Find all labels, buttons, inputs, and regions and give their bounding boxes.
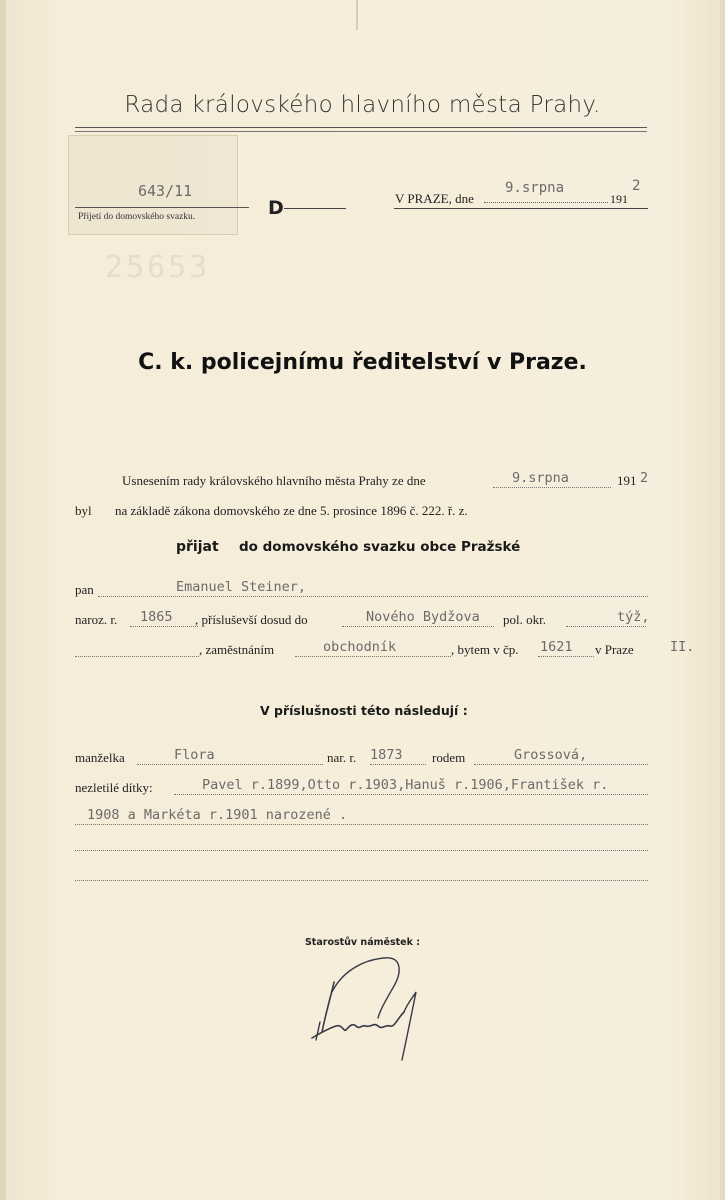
reference-underline bbox=[75, 207, 249, 208]
header-year-prefix: 191 bbox=[610, 192, 628, 206]
section-letter-line bbox=[284, 208, 346, 209]
addressee-title: C. k. policejnímu ředitelství v Praze. bbox=[138, 350, 587, 375]
district-value: týž, bbox=[617, 609, 650, 625]
paper-edge-left bbox=[0, 0, 6, 1200]
belonging-label: , přísluševší dosud do bbox=[195, 612, 308, 627]
admission-word: přijat bbox=[176, 539, 219, 555]
paper-fold-mark bbox=[356, 0, 358, 30]
occupation-leading-dots bbox=[75, 656, 199, 657]
faded-stamp-number: 25653 bbox=[105, 250, 211, 285]
resolution-year-prefix: 191 bbox=[617, 473, 637, 488]
header-rule bbox=[75, 127, 647, 128]
wife-dots bbox=[137, 764, 323, 765]
wife-born-dots bbox=[370, 764, 426, 765]
city-label: v Praze bbox=[595, 642, 634, 657]
resolution-date-value: 9.srpna bbox=[512, 470, 569, 486]
wife-name: Flora bbox=[174, 747, 215, 763]
residence-label: , bytem v čp. bbox=[451, 642, 519, 657]
resolution-date-dots bbox=[493, 487, 611, 488]
person-name: Emanuel Steiner, bbox=[176, 579, 307, 595]
paper-edge-right bbox=[720, 0, 725, 1200]
resolution-text: Usnesením rady královského hlavního města Prahy ze dne bbox=[122, 473, 426, 488]
house-number: 1621 bbox=[540, 639, 573, 655]
header-rule-double bbox=[75, 131, 647, 132]
children-line-2: 1908 a Markéta r.1901 narozené . bbox=[87, 807, 348, 823]
children-line-1: Pavel r.1899,Otto r.1903,Hanuš r.1906,František r. bbox=[202, 777, 609, 793]
maiden-name: Grossová, bbox=[514, 747, 588, 763]
occupation-dots bbox=[295, 656, 451, 657]
children-dots-1 bbox=[174, 794, 648, 795]
byl-label: byl bbox=[75, 503, 92, 518]
reference-label: Přijetí do domovského svazku. bbox=[78, 212, 196, 222]
reference-number: 643/11 bbox=[138, 182, 193, 200]
born-dots bbox=[130, 626, 198, 627]
signature-label: Starostův náměstek : bbox=[304, 937, 421, 948]
born-year: 1865 bbox=[140, 609, 173, 625]
law-reference: na základě zákona domovského ze dne 5. prosince 1896 č. 222. ř. z. bbox=[115, 503, 468, 518]
house-dots bbox=[538, 656, 594, 657]
children-label: nezletilé dítky: bbox=[75, 780, 153, 795]
occupation-label: , zaměstnáním bbox=[199, 642, 275, 657]
wife-born-label: nar. r. bbox=[327, 750, 357, 765]
maiden-dots bbox=[474, 764, 648, 765]
blank-dots-2 bbox=[75, 880, 648, 881]
children-dots-2 bbox=[75, 824, 648, 825]
district-dots bbox=[566, 626, 646, 627]
belonging-place: Nového Bydžova bbox=[366, 609, 480, 625]
council-title: Rada královského hlavního města Prahy. bbox=[124, 92, 601, 118]
resolution-year-suffix: 2 bbox=[640, 470, 649, 486]
name-dots bbox=[98, 596, 648, 597]
maiden-label: rodem bbox=[432, 750, 466, 765]
handwritten-signature bbox=[302, 952, 432, 1072]
district-roman: II. bbox=[670, 639, 695, 655]
wife-label: manželka bbox=[75, 750, 125, 765]
admission-heading: do domovského svazku obce Pražské bbox=[239, 539, 521, 555]
header-date-dots bbox=[484, 202, 608, 203]
header-date-underline bbox=[394, 208, 648, 209]
header-date-value: 9.srpna bbox=[505, 180, 565, 196]
header-year-suffix: 2 bbox=[632, 178, 641, 194]
occupation-value: obchodník bbox=[323, 639, 397, 655]
born-label: naroz. r. bbox=[75, 612, 118, 627]
wife-born-year: 1873 bbox=[370, 747, 403, 763]
header-date-label: V PRAZE, dne bbox=[395, 191, 474, 206]
section-letter: D bbox=[268, 197, 284, 219]
district-label: pol. okr. bbox=[503, 612, 546, 627]
belonging-dots bbox=[342, 626, 494, 627]
followers-heading: V příslušnosti této následují : bbox=[260, 703, 468, 718]
blank-dots-1 bbox=[75, 850, 648, 851]
pan-label: pan bbox=[75, 582, 94, 597]
